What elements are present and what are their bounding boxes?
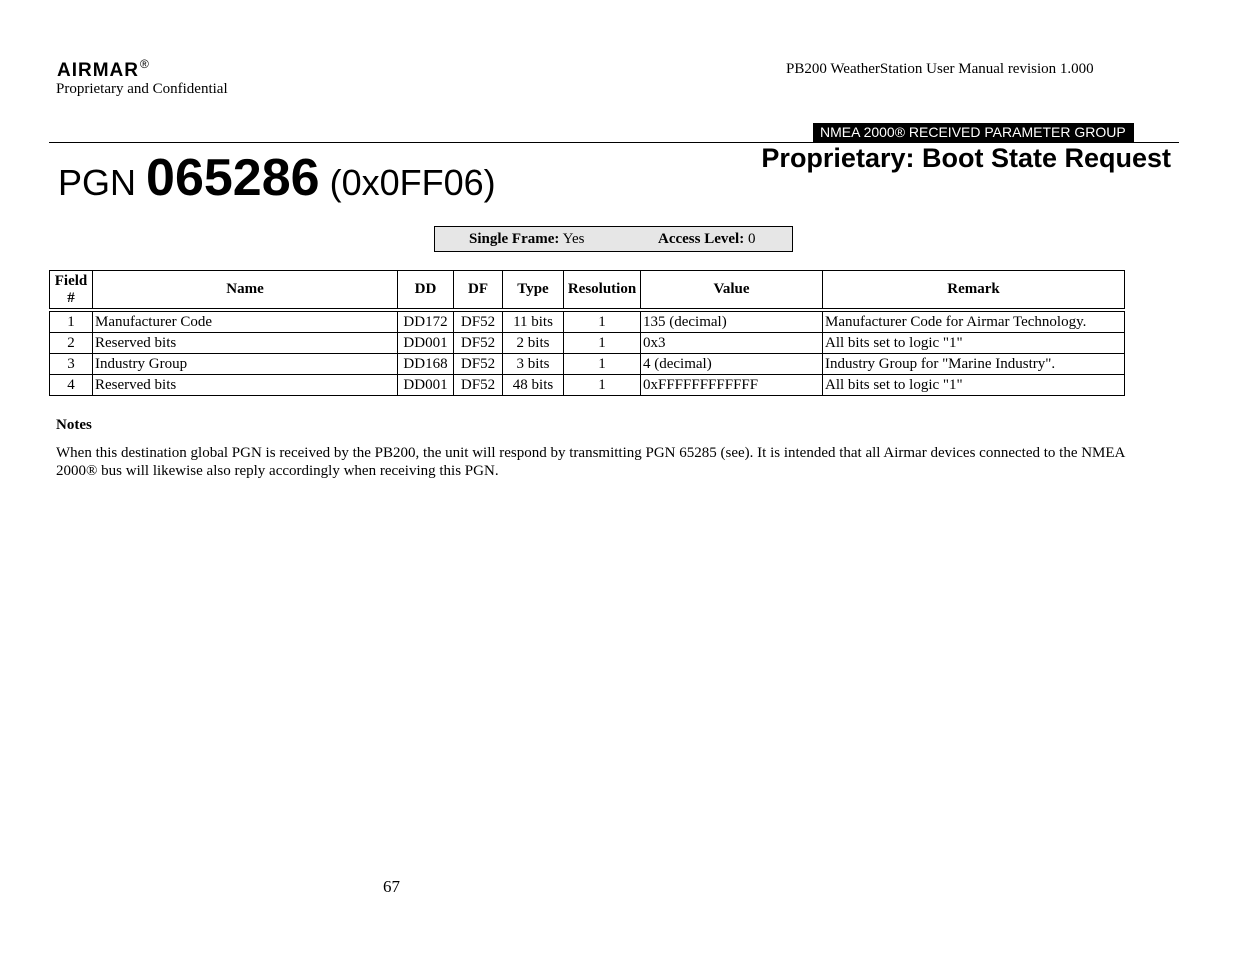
- cell-df: DF52: [454, 354, 503, 375]
- cell-value: 135 (decimal): [641, 312, 823, 333]
- cell-remark: Manufacturer Code for Airmar Technology.: [823, 312, 1125, 333]
- pgn-prefix: PGN: [58, 162, 137, 203]
- header-resolution: Resolution: [564, 271, 641, 309]
- pgn-heading: [58, 148, 496, 213]
- logo-text: AIRMAR: [57, 60, 139, 81]
- cell-field: 3: [50, 354, 93, 375]
- cell-remark: All bits set to logic "1": [823, 375, 1125, 396]
- pgn-title: Proprietary: Boot State Request: [761, 143, 1171, 173]
- table-row: [50, 375, 1125, 396]
- cell-value: 4 (decimal): [641, 354, 823, 375]
- cell-name: Reserved bits: [93, 375, 398, 396]
- access-level-value: 0: [747, 231, 756, 247]
- single-frame: [469, 227, 584, 251]
- cell-type: 3 bits: [503, 354, 564, 375]
- cell-dd: DD001: [398, 375, 454, 396]
- header-type: Type: [503, 271, 564, 309]
- cell-dd: DD001: [398, 333, 454, 354]
- table-row: [50, 312, 1125, 333]
- cell-field: 4: [50, 375, 93, 396]
- table-header-row: [50, 271, 1125, 309]
- cell-remark: Industry Group for "Marine Industry".: [823, 354, 1125, 375]
- access-level: [658, 227, 755, 251]
- cell-field: 2: [50, 333, 93, 354]
- confidentiality-label: Proprietary and Confidential: [56, 81, 228, 97]
- pgn-number: 065286: [146, 149, 320, 207]
- cell-type: 48 bits: [503, 375, 564, 396]
- table-row: [50, 333, 1125, 354]
- cell-resolution: 1: [564, 375, 641, 396]
- single-frame-label: Single Frame:: [469, 231, 560, 247]
- cell-value: 0xFFFFFFFFFFFF: [641, 375, 823, 396]
- cell-type: 11 bits: [503, 312, 564, 333]
- cell-field: 1: [50, 312, 93, 333]
- header-field: Field #: [50, 271, 93, 309]
- cell-remark: All bits set to logic "1": [823, 333, 1125, 354]
- registered-mark: ®: [140, 57, 150, 71]
- access-level-label: Access Level:: [658, 231, 745, 247]
- cell-type: 2 bits: [503, 333, 564, 354]
- section-tag: NMEA 2000® RECEIVED PARAMETER GROUP: [813, 123, 1134, 142]
- page-number: 67: [383, 877, 400, 896]
- cell-resolution: 1: [564, 333, 641, 354]
- header-name: Name: [93, 271, 398, 309]
- single-frame-value: Yes: [562, 231, 585, 247]
- header-remark: Remark: [823, 271, 1125, 309]
- cell-resolution: 1: [564, 354, 641, 375]
- cell-df: DF52: [454, 312, 503, 333]
- notes-text: When this destination global PGN is received by the PB200, the unit will respond by transmitting PGN 65285 (see). It is intended that all Airmar devices connected to the NMEA 2000® bus will likewise also reply accordingly when receiving this PGN.: [56, 445, 1125, 479]
- cell-value: 0x3: [641, 333, 823, 354]
- cell-resolution: 1: [564, 312, 641, 333]
- cell-df: DF52: [454, 333, 503, 354]
- table-row: [50, 354, 1125, 375]
- manual-title: PB200 WeatherStation User Manual revision 1.000: [786, 61, 1094, 77]
- header-dd: DD: [398, 271, 454, 309]
- notes-heading: Notes: [56, 417, 92, 433]
- cell-name: Industry Group: [93, 354, 398, 375]
- cell-dd: DD168: [398, 354, 454, 375]
- cell-name: Reserved bits: [93, 333, 398, 354]
- airmar-logo: [57, 57, 150, 82]
- pgn-field-table: [49, 270, 1125, 396]
- header-value: Value: [641, 271, 823, 309]
- frame-info-box: [434, 226, 793, 252]
- cell-df: DF52: [454, 375, 503, 396]
- cell-name: Manufacturer Code: [93, 312, 398, 333]
- header-df: DF: [454, 271, 503, 309]
- pgn-hex: (0x0FF06): [329, 162, 496, 203]
- cell-dd: DD172: [398, 312, 454, 333]
